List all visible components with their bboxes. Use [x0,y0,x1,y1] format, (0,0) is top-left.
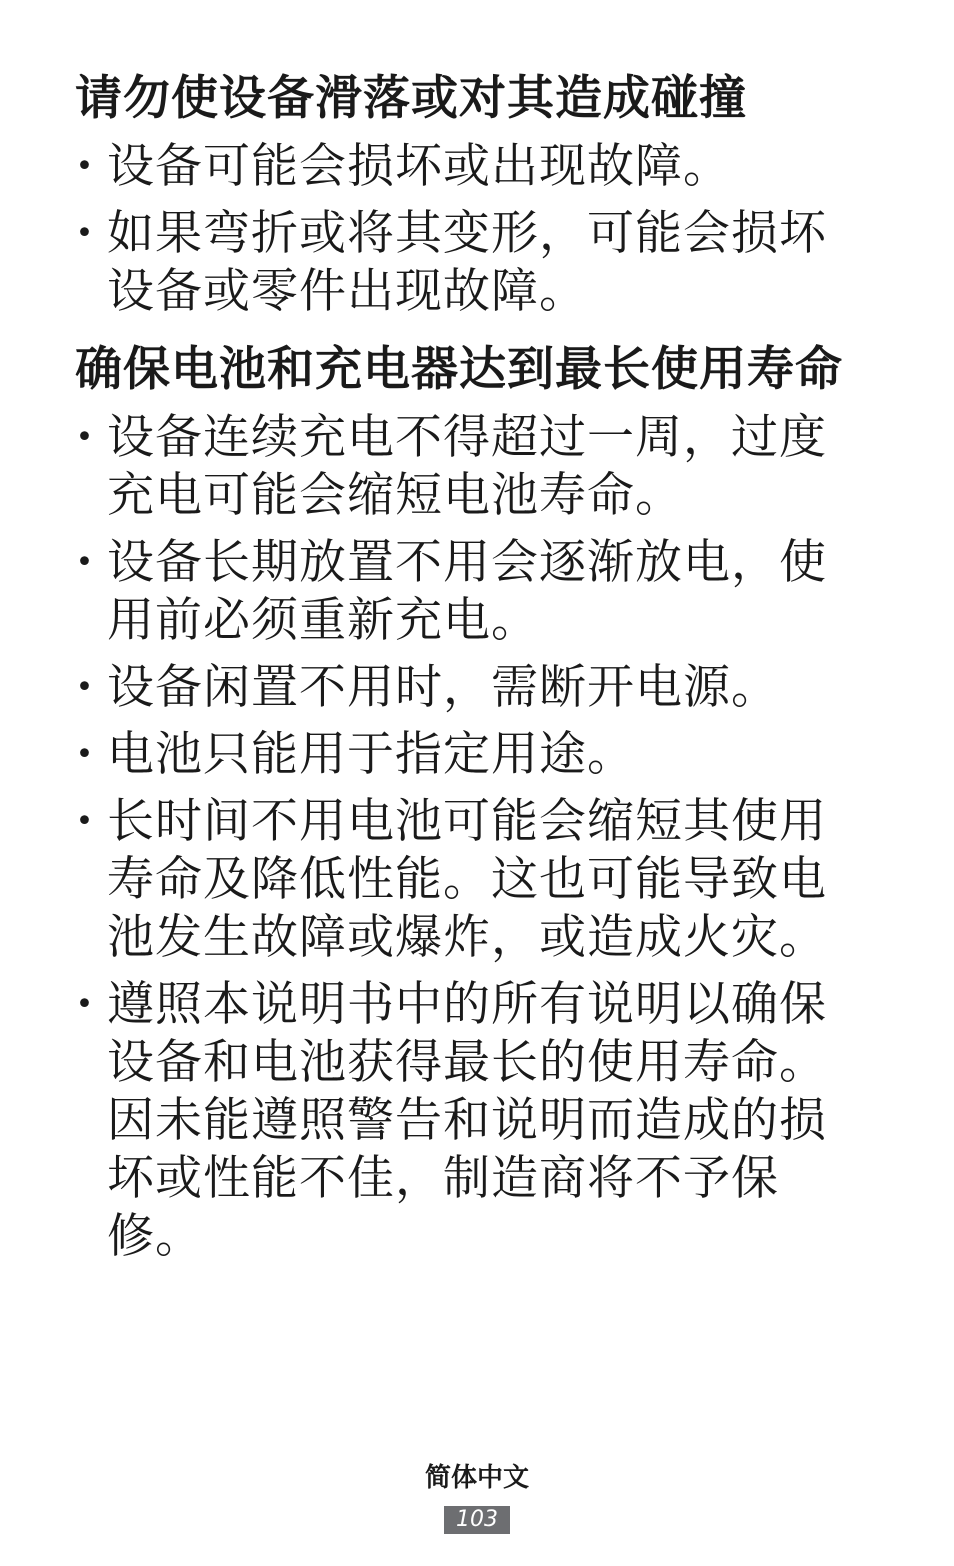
footer-language: 简体中文 [424,1463,529,1493]
section-title: 请勿使设备滑落或对其造成碰撞 [75,71,747,126]
bullet-text: 如果弯折或将其变形，可能会损坏设备或零件出现故障。 [107,206,827,319]
bullet-icon: • [75,216,95,251]
bullet-icon: • [75,987,95,1022]
bullet-list [75,409,845,1266]
list-item [75,409,845,525]
list-item [75,534,845,650]
bullet-list [75,138,845,321]
bullet-icon: • [75,420,95,455]
list-item [75,793,845,967]
page-number: 103 [444,1506,510,1534]
list-item [75,659,845,717]
bullet-text: 设备长期放置不用会逐渐放电，使用前必须重新充电。 [107,535,827,648]
list-item [75,205,845,321]
bullet-icon: • [75,545,95,580]
bullet-text: 电池只能用于指定用途。 [107,727,635,782]
bullet-text: 遵照本说明书中的所有说明以确保设备和电池获得最长的使用寿命。因未能遵照警告和说明而造成的损坏或性能不佳，制造商将不予保修。 [107,977,827,1264]
section-battery-life [75,341,845,1266]
list-item [75,138,845,196]
page-footer [0,1460,954,1534]
bullet-icon: • [75,670,95,705]
bullet-text: 设备连续充电不得超过一周，过度充电可能会缩短电池寿命。 [107,410,827,523]
bullet-icon: • [75,737,95,772]
bullet-text: 长时间不用电池可能会缩短其使用寿命及降低性能。这也可能导致电池发生故障或爆炸，或造成火灾。 [107,794,827,965]
bullet-icon: • [75,149,95,184]
list-item [75,726,845,784]
section-title: 确保电池和充电器达到最长使用寿命 [75,342,843,397]
page-content [75,70,845,1286]
bullet-text: 设备可能会损坏或出现故障。 [107,139,731,194]
list-item [75,976,845,1266]
bullet-text: 设备闲置不用时，需断开电源。 [107,660,779,715]
section-drop-warning [75,70,845,321]
bullet-icon: • [75,804,95,839]
